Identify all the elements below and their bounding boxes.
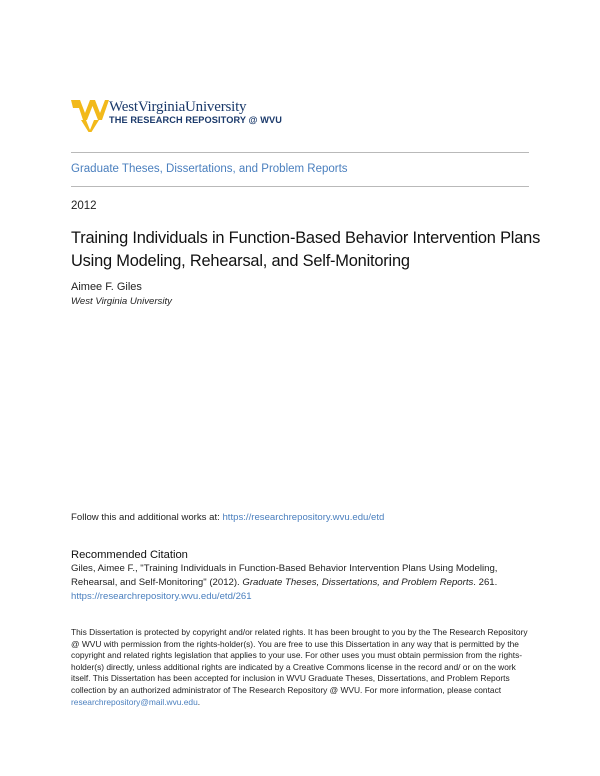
citation-body: Giles, Aimee F., "Training Individuals in Function-Based Behavior Intervention Plans Using Modeling, Rehearsal, and Self-Monitoring" (2012). (71, 563, 498, 588)
logo-repository-name: THE RESEARCH REPOSITORY @ WVU (109, 115, 283, 125)
author-name: Aimee F. Giles (71, 281, 142, 293)
wvu-flying-wv-icon (71, 96, 109, 132)
top-divider (71, 152, 529, 153)
rights-end: . (197, 696, 201, 707)
contact-email-link[interactable]: researchrepository@mail.wvu.edu (71, 696, 198, 707)
citation-text (71, 562, 531, 604)
follow-link[interactable]: https://researchrepository.wvu.edu/etd (222, 512, 385, 523)
follow-label: Follow this and additional works at: (71, 512, 223, 523)
rights-statement (71, 627, 533, 708)
follow-line (71, 512, 384, 523)
document-title: Training Individuals in Function-Based Behavior Intervention Plans Using Modeling, Rehearsal, and Self-Monitoring (71, 229, 541, 270)
citation-number: . 261. (473, 577, 498, 588)
publication-year: 2012 (71, 200, 97, 212)
wvu-logo (71, 96, 282, 132)
series-divider (71, 186, 529, 187)
recommended-citation-heading: Recommended Citation (71, 549, 188, 561)
series-link[interactable]: Graduate Theses, Dissertations, and Problem Reports (71, 163, 348, 175)
logo-university-name: WestVirginiaUniversity (109, 99, 247, 115)
citation-link[interactable]: https://researchrepository.wvu.edu/etd/261 (71, 591, 252, 602)
rights-text: This Dissertation is protected by copyright and/or related rights. It has been brought to you by the The Research Repository @ WVU with permission from the rights-holder(s). You are free to use this Dissertation in any way that is permitted by the copyright and related rights legislation that applies to your use. For other uses you must obtain permission from the rights-holder(s) directly, unless additional rights are indicated by a Creative Commons license in the record and/ or on the work itself. This Dissertation has been accepted for inclusion in WVU Graduate Theses, Dissertations, and Problem Reports collection by an authorized administrator of The Research Repository @ WVU. For more information, please contact (71, 627, 528, 695)
author-affiliation: West Virginia University (71, 296, 172, 307)
citation-series: Graduate Theses, Dissertations, and Problem Reports (242, 577, 474, 588)
